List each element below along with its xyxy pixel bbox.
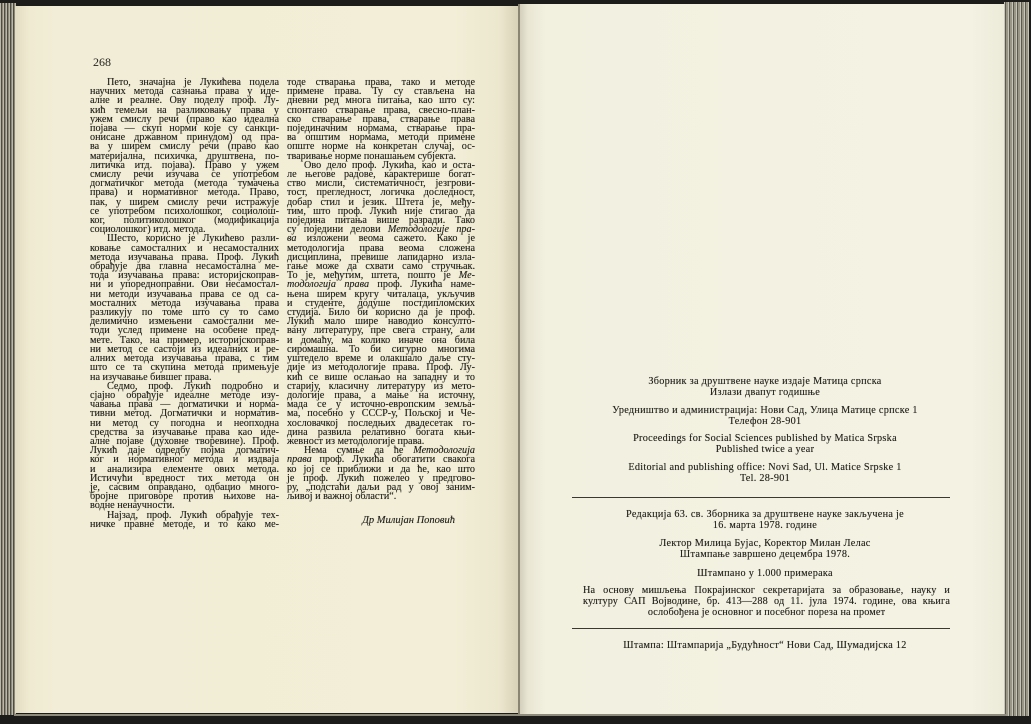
text-line: ни методи изучавања права се од са- — [90, 288, 279, 300]
text-line: разликују по томе што су то само — [90, 307, 279, 319]
text-line: тост, прегледност, логичка доследност, — [287, 187, 475, 199]
text-line: појава — скуп норми које су санкци- — [90, 123, 279, 135]
text-line: Пето, значајна је Лукићева подела — [107, 77, 279, 88]
text-line: ничке правне методе, и то како ме- — [90, 518, 279, 530]
text-line: хословачкој последњих двадесетак го- — [287, 417, 475, 429]
text-segment: изложени веома сажето. Како је — [296, 233, 475, 245]
text-line: студија. Било би корисно да је проф. — [287, 307, 475, 319]
divider-rule — [572, 497, 950, 498]
text-line: ство мисли, систематичност, језгрови- — [287, 178, 475, 190]
text-line: литичка итд. појава). Право у ужем — [90, 159, 279, 171]
text-line: уштедело време и олакшало даље сту- — [287, 353, 475, 365]
imprint-printer — [572, 640, 958, 651]
text-line: љивој и важној области“. — [287, 491, 397, 503]
text-line: материјална, психичка, друштвена, по- — [90, 150, 279, 162]
text-segment: Нема сумње да ће — [304, 445, 414, 457]
text-line: права) и нормативног метода. Право, — [90, 187, 279, 199]
text-line: поједина питања више разради. Тако — [287, 215, 475, 227]
text-line: Седмо, проф. Лукић подробно и — [107, 380, 279, 392]
text-line: њена ширем кругу читалаца, укључив — [287, 288, 475, 300]
imprint-line: Editorial and publishing office: Novi Sad, Ul. Matice Srpske 1 — [628, 462, 902, 473]
text-line: и студенте, додуше постдипломских — [287, 297, 475, 309]
text-segment: проф. Лукића обогатити свакога — [311, 454, 475, 466]
imprint-line: На основу мишљења Покрајинског секретаријата за образовање, науку и — [583, 585, 950, 596]
italic-title-text: Методологија — [413, 445, 475, 457]
text-line: пак, у ширем смислу речи истражује — [90, 196, 279, 208]
text-line: је, сасвим оправдано, одбацио много- — [90, 481, 279, 493]
paragraph — [287, 78, 475, 161]
text-line: жевност из методологије права. — [287, 435, 425, 447]
imprint-line: Телефон 28-901 — [728, 416, 802, 427]
text-line: вану литературу, пре свега страну, али — [287, 325, 475, 337]
text-line: ужем смислу речи (право као идеална — [90, 113, 279, 125]
imprint-line: Штампање завршено децембра 1978. — [679, 549, 851, 560]
text-column-left — [90, 78, 279, 529]
text-line: дологије права, а мање на источну, — [287, 389, 475, 401]
left-page — [15, 6, 519, 713]
text-line: Најзад, проф. Лукић обрађује тех- — [107, 509, 279, 521]
text-line: бројне приговоре против њихове на- — [90, 491, 279, 503]
text-line: алне појаве (духовне творевине). Проф. — [90, 435, 279, 447]
text-line: старију, класичну литературу из мето- — [287, 380, 475, 392]
text-line: ко јој се приближи и да ће, као што — [287, 463, 475, 475]
text-line: дневни ред многа питања, као што су: — [287, 95, 475, 107]
text-line: спонтано стварање права, свесно-план- — [287, 104, 475, 116]
text-line: смислу речи изучава се употребом — [90, 169, 279, 181]
imprint-line: културу САП Војводине, бр. 413—288 од 11. јула 1974. године, ова књига — [583, 596, 950, 607]
imprint-line: ослобођена је основног и посебног пореза на промет — [647, 607, 886, 618]
page-edges-left — [0, 3, 16, 715]
text-line: алне и реалне. Ову поделу проф. Лу- — [90, 95, 279, 107]
paragraph — [287, 161, 475, 446]
italic-title-text: тодологија права — [287, 279, 370, 291]
imprint-line: Proceedings for Social Sciences published by Matica Srpska — [633, 433, 897, 444]
text-line: се употребом психолошког, социолош- — [90, 205, 279, 217]
text-line: тваривање норме понашањем субјекта. — [287, 150, 456, 162]
text-line: тивни метод. Догматички и норматив- — [90, 408, 279, 420]
text-line: тоди услед примене на особене пред- — [90, 325, 279, 337]
italic-title-text: права — [287, 454, 312, 466]
imprint-tax-note — [583, 585, 950, 618]
imprint-editorial-closing — [572, 509, 958, 531]
text-line: на изучавање бившег права. — [90, 371, 212, 383]
page-edges-right — [1004, 2, 1029, 716]
text-line: методологија права веома сложена — [287, 242, 475, 254]
paragraph — [90, 234, 279, 381]
imprint-line: 16. марта 1978. године — [712, 520, 818, 531]
text-line: водне ненаучности. — [90, 500, 175, 512]
page-edges-bottom — [14, 714, 1006, 716]
text-line: кић се више ослањао на западну и то — [287, 371, 475, 383]
imprint-line: Штампано у 1.000 примерака — [697, 568, 833, 579]
text-line: научних метода сазнања права у иде- — [90, 86, 279, 98]
text-line: онисане државном принудом) од пра- — [90, 132, 279, 144]
text-line: примене права. Ту су стављена на — [287, 86, 475, 98]
paragraph — [287, 446, 475, 501]
italic-title-text: Методологије пра- — [387, 224, 476, 236]
imprint-line: Tel. 28-901 — [739, 473, 791, 484]
text-segment: су поједини делови — [287, 224, 388, 236]
text-line: мосталних метода изучавања права — [90, 297, 279, 309]
text-line: ва у ширем смислу речи (право као — [90, 141, 279, 153]
text-line: делимично измењени самостални ме- — [90, 316, 279, 328]
italic-title-text: Ме- — [458, 270, 475, 282]
text-line: дисциплина, превише лапидарно изла- — [287, 251, 475, 263]
imprint-print-run — [572, 568, 958, 579]
text-line: тим, што проф. Лукић није стигао да — [287, 205, 475, 217]
text-line: добар стил и језик. Штета је, међу- — [287, 196, 475, 208]
italic-title-text: ва — [287, 233, 297, 245]
imprint-line: Published twice a year — [715, 444, 815, 455]
text-line: и домаћу, ма колико иначе она била — [287, 334, 475, 346]
imprint-publisher-sr — [572, 376, 958, 398]
text-line: гање може да схвати само стручњак. — [287, 261, 475, 273]
text-line: ма, посебно у СССР-у, Пољској и Че- — [287, 408, 475, 420]
text-line: алних метода изучавања права, с тим — [90, 353, 279, 365]
text-line: Истичући вредност тих метода он — [90, 472, 279, 484]
imprint-line: Редакција 63. св. Зборника за друштвене науке закључена је — [626, 509, 904, 520]
text-line: метода изучавања права. Проф. Лукић — [90, 251, 279, 263]
paragraph — [90, 78, 279, 234]
imprint-line: Излази двапут годишње — [709, 387, 821, 398]
text-line: је проф. Лукић пожелео у предгово- — [287, 472, 475, 484]
page-number: 268 — [93, 55, 111, 69]
imprint-line: Лектор Милица Бујас, Коректор Милан Лелас — [659, 538, 871, 549]
text-segment: проф. Лукића наме- — [369, 279, 475, 291]
text-line: појединачним нормама, стварање пра- — [287, 123, 475, 135]
imprint-line: Зборник за друштвене науке издаје Матица српска — [648, 376, 882, 387]
divider-rule — [572, 628, 950, 629]
text-line: сјајно обрађује идеалне методе изу- — [90, 389, 279, 401]
text-line: ско стварање права, стварање права — [287, 113, 475, 125]
text-line: ва општим нормама, методи примене — [287, 132, 475, 144]
text-line: дина развила релативно богата књи- — [287, 426, 475, 438]
text-line: Ово дело проф. Лукића, као и оста- — [304, 159, 475, 171]
text-line: опште норме на конкретан случај, ос- — [287, 141, 475, 153]
text-line: ког, политиколошког (модификација — [90, 215, 279, 227]
text-line: дије из методологије права. Проф. Лу- — [287, 362, 475, 374]
right-page — [520, 4, 1004, 714]
imprint-line: Уредништво и администрација: Нови Сад, Улица Матице српске 1 — [612, 405, 918, 416]
text-line: и анализира елементе ових метода. — [90, 463, 279, 475]
paragraph — [90, 511, 279, 529]
imprint-publisher-en — [572, 433, 958, 455]
text-line: ру, „подстаћи даљи рад у овој заним- — [287, 481, 475, 493]
text-line: ни метод су погодна и неопходна — [90, 417, 279, 429]
imprint-office-en — [572, 462, 958, 484]
text-line: тода изучавања права: историјскоправ- — [90, 270, 279, 282]
text-line: догматичког метода (метода тумачења — [90, 178, 279, 190]
text-line: ле његове радове, карактерише богат- — [287, 169, 475, 181]
text-line: социолошког) итд. метода. — [90, 224, 206, 236]
text-segment: То је, међутим, штета, пошто је — [287, 270, 459, 282]
text-line: што се та скупина метода примењује — [90, 362, 279, 374]
text-line: Шесто, корисно је Лукићево разли- — [107, 233, 279, 245]
text-line: ковање самосталних и несамосталних — [90, 242, 279, 254]
text-line: кић темељи на разликовању права у — [90, 104, 279, 116]
text-line: Лукић даје одредбу појма догматич- — [90, 445, 279, 457]
text-line: ни метод се састоји из идеалних и ре- — [90, 343, 279, 355]
text-line: сиромашна. То би сигурно многима — [287, 343, 475, 355]
text-column-right — [287, 78, 475, 501]
text-line: мете. Тако, на пример, историјскоправ- — [90, 334, 279, 346]
text-line: ни и упоредноправни. Ови несамостал- — [90, 279, 279, 291]
text-line: мада се у источно-европским земља- — [287, 399, 475, 411]
text-line: средства за изучавање права као иде- — [90, 426, 279, 438]
author-signature: Др Милијан Поповић — [362, 515, 455, 526]
imprint-line: Штампа: Штампарија „Будућност“ Нови Сад, Шумадијска 12 — [623, 640, 907, 651]
text-line: обрађује два главна несамостална ме- — [90, 261, 279, 273]
text-line: Лукић мало шире наводио консулто- — [287, 316, 475, 328]
paragraph — [90, 382, 279, 511]
text-line: чавања права — догматички и норма- — [90, 399, 279, 411]
imprint-staff — [572, 538, 958, 560]
text-line: ког и нормативног метода и издваја — [90, 454, 279, 466]
imprint-office-sr — [572, 405, 958, 427]
text-line: тоде стварања права, тако и методе — [287, 77, 475, 88]
